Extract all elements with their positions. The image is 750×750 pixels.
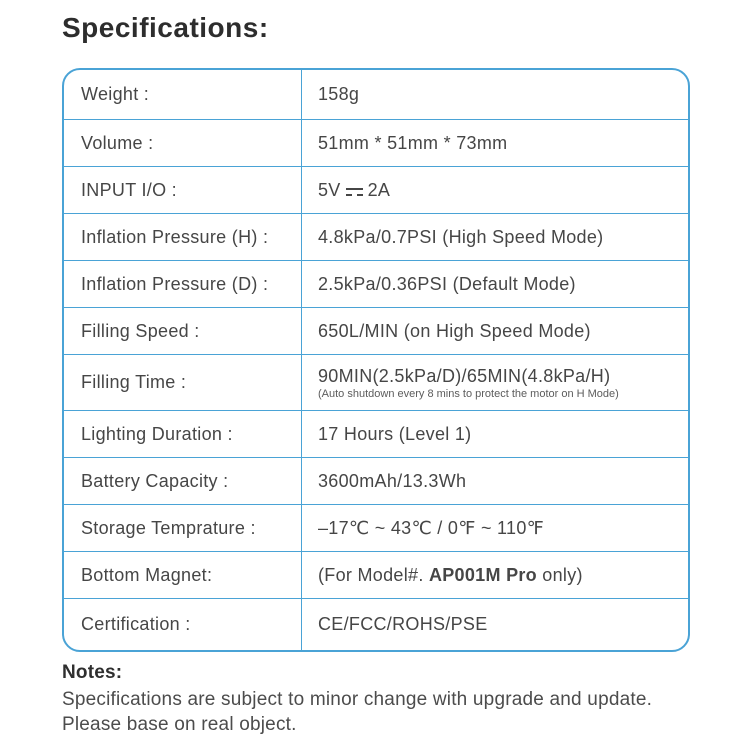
filling-time-note: (Auto shutdown every 8 mins to protect the motor on H Mode) [318,387,619,400]
table-row-filling-time [64,354,688,410]
row-label: Weight : [64,70,302,119]
row-value: 4.8kPa/0.7PSI (High Speed Mode) [318,226,604,247]
row-label: Lighting Duration : [64,411,302,457]
row-label: Storage Temprature : [64,505,302,551]
row-label: Inflation Pressure (D) : [64,261,302,307]
model-number-text: AP001M Pro [428,564,537,585]
row-value: 17 Hours (Level 1) [318,423,472,444]
specifications-table [62,68,690,652]
row-value: 158g [318,84,360,104]
notes-section [62,660,694,737]
row-value: 650L/MIN (on High Speed Mode) [318,320,591,341]
row-label: Bottom Magnet: [64,552,302,598]
filling-time-main: 90MIN(2.5kPa/D)/65MIN(4.8kPa/H) [318,365,611,386]
amperage-text: 2A [367,179,391,200]
table-row-lighting-duration [64,410,688,457]
notes-body: Specifications are subject to minor change with upgrade and update. Please base on real object. [62,689,653,736]
table-row-certification [64,598,688,650]
table-row-filling-speed [64,307,688,354]
row-value: –17℃ ~ 43℃ / 0℉ ~ 110℉ [318,517,545,538]
bottom-magnet-value [318,565,688,586]
row-value [302,355,688,410]
table-row-volume [64,119,688,166]
table-row-bottom-magnet [64,551,688,598]
table-row-input-io [64,166,688,213]
table-row-inflation-pressure-h [64,213,688,260]
row-label: INPUT I/O : [64,167,302,213]
row-value: 51mm * 51mm * 73mm [318,132,508,153]
row-value [302,167,688,213]
voltage-text: 5V [318,179,341,200]
notes-heading: Notes: [62,662,123,683]
row-value: CE/FCC/ROHS/PSE [318,614,488,634]
row-label: Inflation Pressure (H) : [64,214,302,260]
row-label: Volume : [64,120,302,166]
table-row-battery-capacity [64,457,688,504]
row-value: 2.5kPa/0.36PSI (Default Mode) [318,273,576,294]
row-value [302,552,688,598]
table-row-inflation-pressure-d [64,260,688,307]
input-io-value [318,180,688,201]
row-value: 3600mAh/13.3Wh [318,470,467,491]
magnet-text-post: only) [536,564,583,585]
table-row-weight [64,70,688,119]
row-label: Certification : [64,599,302,650]
page-title: Specifications: [62,12,269,43]
dc-current-icon [346,187,363,197]
table-row-storage-temperature [64,504,688,551]
row-label: Filling Time : [64,355,302,410]
row-label: Filling Speed : [64,308,302,354]
magnet-text-pre: (For Model#. [318,564,429,585]
row-label: Battery Capacity : [64,458,302,504]
